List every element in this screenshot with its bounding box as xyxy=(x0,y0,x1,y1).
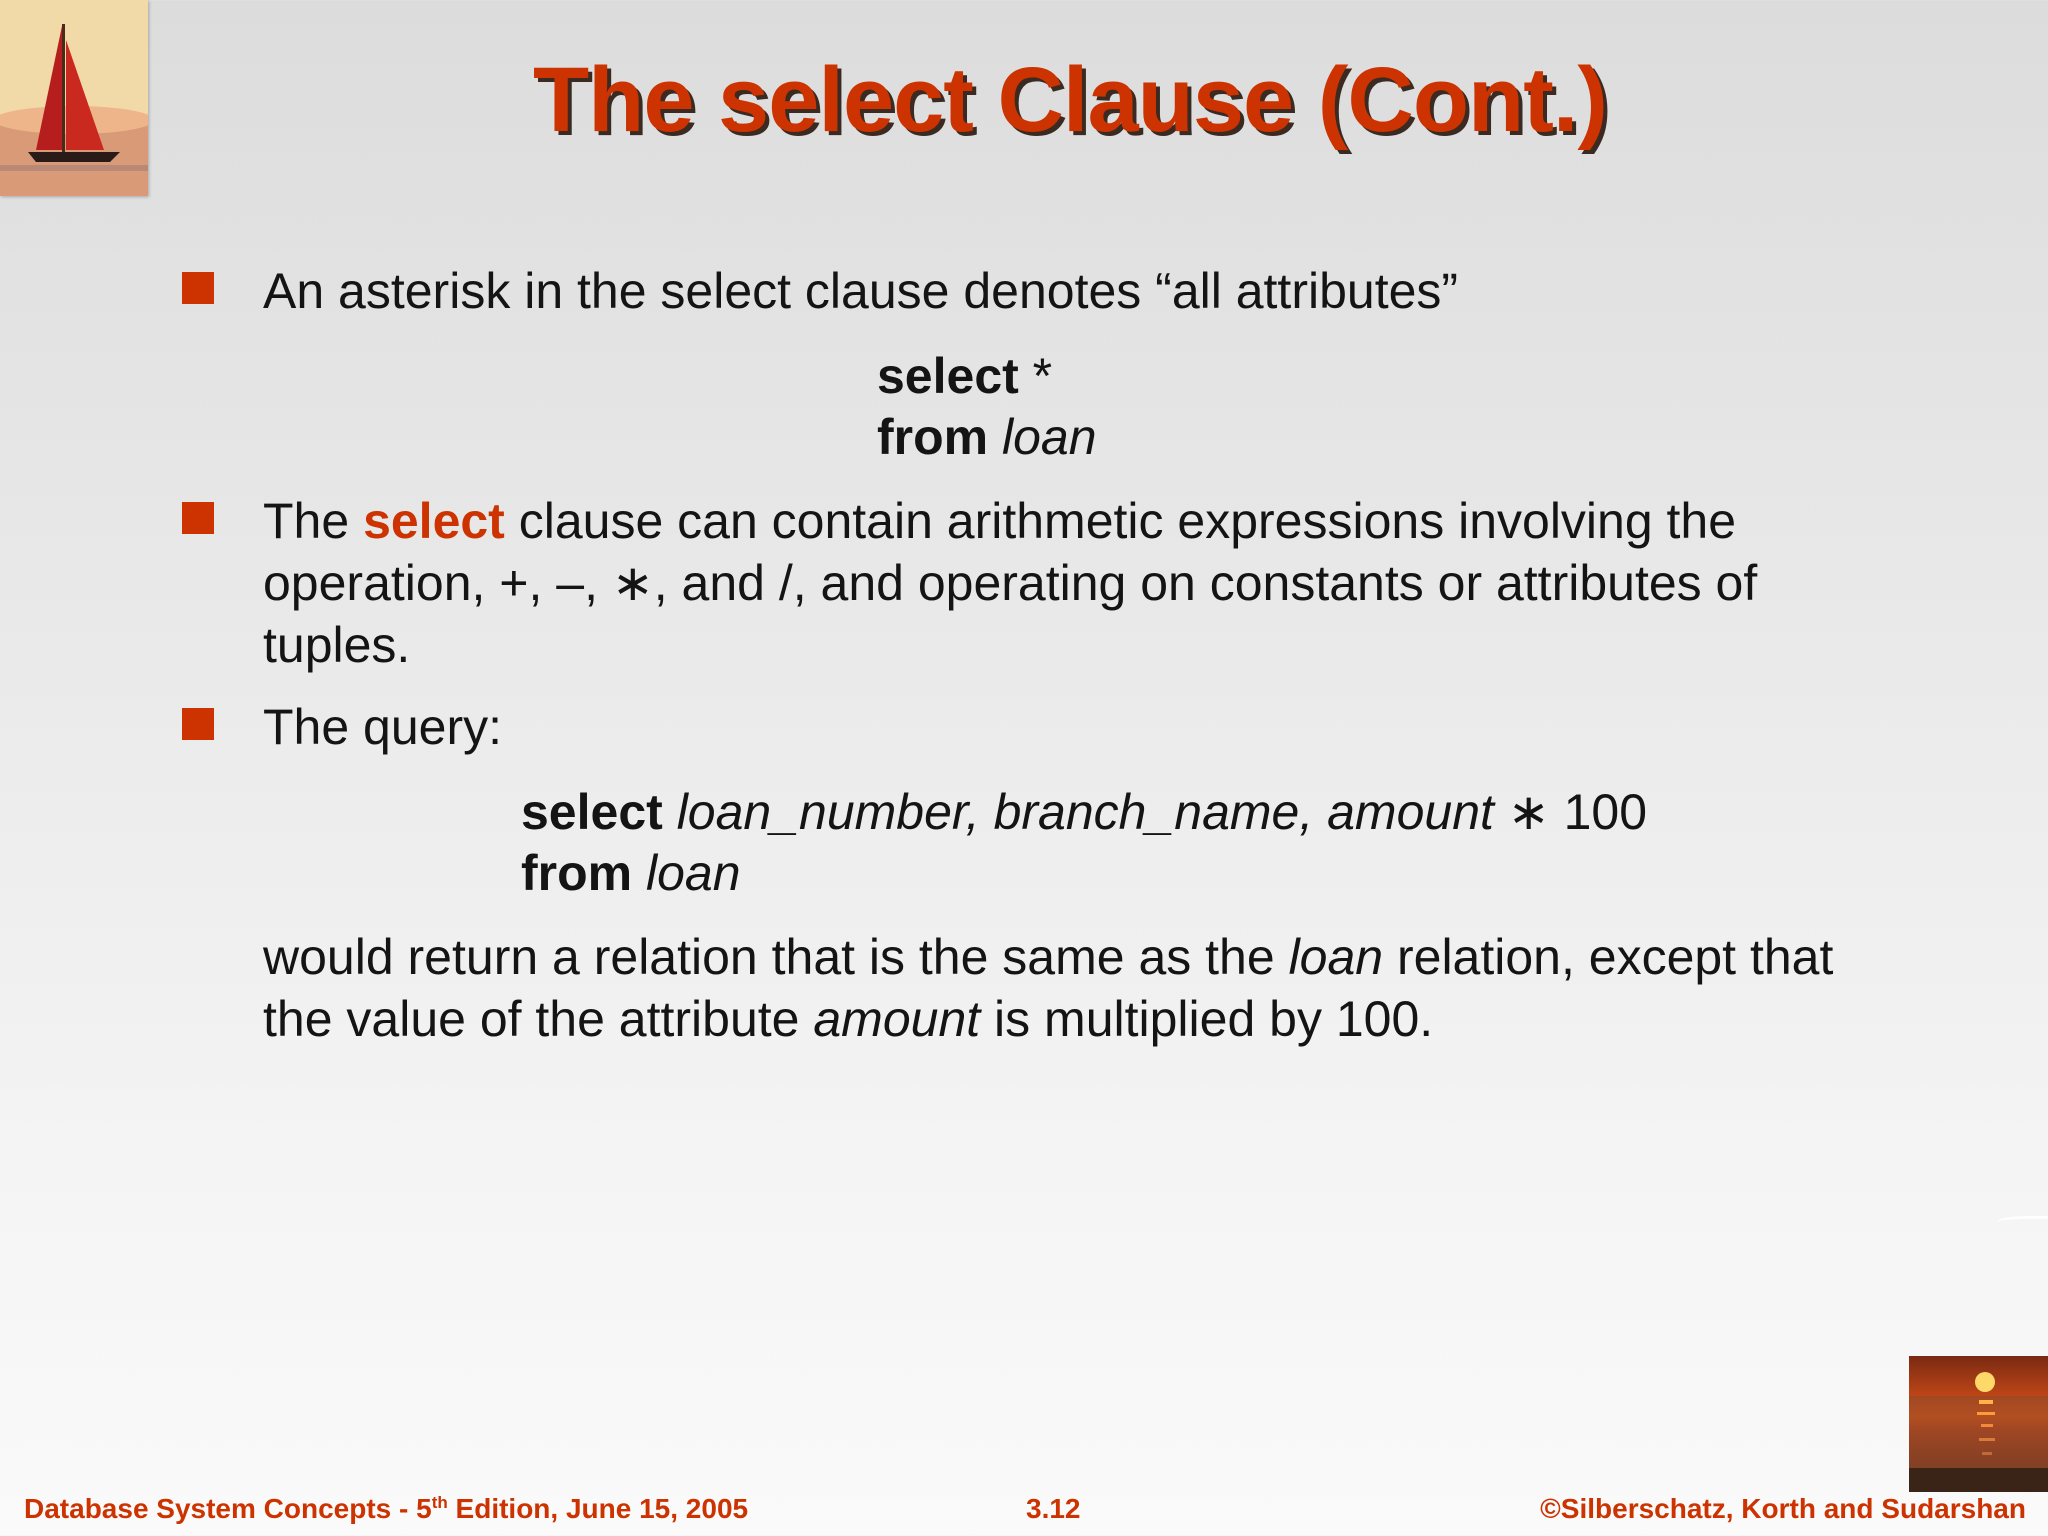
bullet-2-post: clause can contain arithmetic expressions involving the xyxy=(504,493,1737,549)
decorative-arc xyxy=(1996,1216,2048,1229)
code-1-asterisk: * xyxy=(1018,348,1053,404)
result-2-pre: the value of the attribute xyxy=(263,991,814,1047)
bullet-2-line-3: tuples. xyxy=(263,617,411,673)
footer-left-post: Edition, June 15, 2005 xyxy=(447,1493,749,1524)
bullet-square-icon xyxy=(182,272,214,304)
result-1-pre: would return a relation that is the same as the xyxy=(263,929,1289,985)
sailboat-image xyxy=(0,0,148,196)
code-2-attributes: loan_number, branch_name, amount xyxy=(676,784,1494,840)
keyword-from: from xyxy=(521,845,633,901)
result-2-post: is multiplied by 100. xyxy=(980,991,1434,1047)
keyword-select: select xyxy=(877,348,1019,404)
result-line-2 xyxy=(263,988,1433,1050)
bullet-square-icon xyxy=(182,502,214,534)
code-2-multiply: ∗ 100 xyxy=(1493,784,1648,840)
footer-copyright: ©Silberschatz, Korth and Sudarshan xyxy=(1540,1493,2026,1524)
footer-left-pre: Database System Concepts - 5 xyxy=(24,1493,432,1524)
code-1-line-1 xyxy=(877,345,1052,407)
keyword-select-accent: select xyxy=(363,493,505,549)
bullet-1-text: An asterisk in the select clause denotes “all attributes” xyxy=(263,263,1459,319)
result-1-loan: loan xyxy=(1288,929,1384,985)
relation-loan: loan xyxy=(646,845,741,901)
bullet-3-text: The query: xyxy=(263,699,503,755)
result-2-amount: amount xyxy=(813,991,981,1047)
sunset-image xyxy=(1909,1356,2048,1492)
bullet-square-icon xyxy=(182,708,214,740)
footer-left xyxy=(24,1493,748,1525)
relation-loan: loan xyxy=(1002,409,1097,465)
slide-title: The select Clause (Cont.) xyxy=(532,49,1608,151)
bullet-2-pre: The xyxy=(263,493,364,549)
footer-page-number: 3.12 xyxy=(1026,1493,1081,1524)
code-2-line-2 xyxy=(521,842,741,904)
result-line-1 xyxy=(263,926,1833,988)
code-2-line-1 xyxy=(521,781,1647,843)
keyword-select: select xyxy=(521,784,663,840)
keyword-from: from xyxy=(877,409,989,465)
code-1-line-2 xyxy=(877,406,1097,468)
result-1-post: relation, except that xyxy=(1383,929,1834,985)
footer-left-sup: th xyxy=(431,1493,448,1512)
bullet-2-line-1 xyxy=(263,490,1736,552)
bullet-2-line-2: operation, +, –, ∗, and /, and operating on constants or attributes of xyxy=(263,555,1758,611)
